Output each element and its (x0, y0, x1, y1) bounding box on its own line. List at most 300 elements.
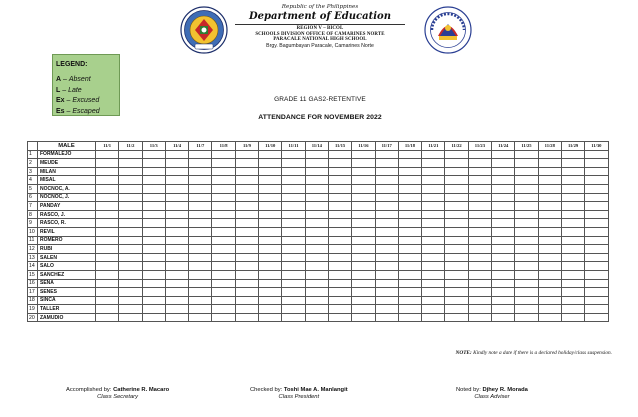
attendance-cell[interactable] (212, 305, 235, 314)
attendance-cell[interactable] (189, 227, 212, 236)
attendance-cell[interactable] (398, 288, 421, 297)
attendance-cell[interactable] (538, 150, 561, 159)
attendance-cell[interactable] (515, 236, 538, 245)
attendance-cell[interactable] (282, 305, 305, 314)
attendance-cell[interactable] (398, 279, 421, 288)
attendance-cell[interactable] (352, 184, 375, 193)
attendance-cell[interactable] (96, 253, 119, 262)
attendance-cell[interactable] (515, 184, 538, 193)
attendance-cell[interactable] (189, 159, 212, 168)
attendance-cell[interactable] (538, 262, 561, 271)
attendance-cell[interactable] (468, 288, 491, 297)
attendance-cell[interactable] (538, 296, 561, 305)
attendance-cell[interactable] (189, 296, 212, 305)
attendance-cell[interactable] (235, 184, 258, 193)
attendance-cell[interactable] (212, 159, 235, 168)
attendance-cell[interactable] (538, 176, 561, 185)
attendance-cell[interactable] (538, 279, 561, 288)
attendance-cell[interactable] (235, 210, 258, 219)
attendance-cell[interactable] (328, 219, 351, 228)
attendance-cell[interactable] (561, 253, 584, 262)
attendance-cell[interactable] (305, 279, 328, 288)
attendance-cell[interactable] (142, 227, 165, 236)
attendance-cell[interactable] (398, 253, 421, 262)
attendance-cell[interactable] (468, 245, 491, 254)
attendance-cell[interactable] (119, 253, 142, 262)
attendance-cell[interactable] (352, 150, 375, 159)
attendance-cell[interactable] (328, 167, 351, 176)
attendance-cell[interactable] (235, 253, 258, 262)
attendance-cell[interactable] (422, 262, 445, 271)
attendance-cell[interactable] (328, 270, 351, 279)
attendance-cell[interactable] (305, 296, 328, 305)
attendance-cell[interactable] (538, 227, 561, 236)
attendance-cell[interactable] (468, 219, 491, 228)
attendance-cell[interactable] (585, 262, 608, 271)
attendance-cell[interactable] (515, 202, 538, 211)
attendance-cell[interactable] (305, 288, 328, 297)
attendance-cell[interactable] (492, 219, 515, 228)
attendance-cell[interactable] (189, 305, 212, 314)
attendance-cell[interactable] (282, 159, 305, 168)
attendance-cell[interactable] (515, 176, 538, 185)
attendance-cell[interactable] (468, 193, 491, 202)
attendance-cell[interactable] (235, 288, 258, 297)
attendance-cell[interactable] (468, 236, 491, 245)
attendance-cell[interactable] (422, 210, 445, 219)
attendance-cell[interactable] (515, 245, 538, 254)
attendance-cell[interactable] (585, 159, 608, 168)
attendance-cell[interactable] (445, 227, 468, 236)
attendance-cell[interactable] (445, 167, 468, 176)
attendance-cell[interactable] (492, 313, 515, 322)
attendance-cell[interactable] (375, 270, 398, 279)
attendance-cell[interactable] (375, 245, 398, 254)
attendance-cell[interactable] (119, 270, 142, 279)
attendance-cell[interactable] (492, 159, 515, 168)
attendance-cell[interactable] (352, 236, 375, 245)
attendance-cell[interactable] (212, 202, 235, 211)
attendance-cell[interactable] (468, 167, 491, 176)
attendance-cell[interactable] (585, 279, 608, 288)
attendance-cell[interactable] (142, 296, 165, 305)
attendance-cell[interactable] (492, 236, 515, 245)
attendance-cell[interactable] (96, 193, 119, 202)
attendance-cell[interactable] (305, 210, 328, 219)
attendance-cell[interactable] (165, 167, 188, 176)
attendance-cell[interactable] (96, 219, 119, 228)
attendance-cell[interactable] (328, 288, 351, 297)
attendance-cell[interactable] (468, 202, 491, 211)
attendance-cell[interactable] (375, 193, 398, 202)
attendance-cell[interactable] (235, 296, 258, 305)
attendance-cell[interactable] (422, 176, 445, 185)
attendance-cell[interactable] (352, 176, 375, 185)
attendance-cell[interactable] (422, 202, 445, 211)
attendance-cell[interactable] (398, 305, 421, 314)
attendance-cell[interactable] (259, 176, 282, 185)
attendance-cell[interactable] (561, 227, 584, 236)
attendance-cell[interactable] (165, 288, 188, 297)
attendance-cell[interactable] (468, 313, 491, 322)
attendance-cell[interactable] (119, 305, 142, 314)
attendance-cell[interactable] (538, 159, 561, 168)
attendance-cell[interactable] (96, 236, 119, 245)
attendance-cell[interactable] (328, 202, 351, 211)
attendance-cell[interactable] (328, 176, 351, 185)
attendance-cell[interactable] (235, 305, 258, 314)
attendance-cell[interactable] (96, 184, 119, 193)
attendance-cell[interactable] (492, 288, 515, 297)
attendance-cell[interactable] (282, 227, 305, 236)
attendance-cell[interactable] (235, 227, 258, 236)
attendance-cell[interactable] (515, 167, 538, 176)
attendance-cell[interactable] (468, 210, 491, 219)
attendance-cell[interactable] (538, 270, 561, 279)
attendance-cell[interactable] (282, 270, 305, 279)
attendance-cell[interactable] (165, 253, 188, 262)
attendance-cell[interactable] (142, 253, 165, 262)
attendance-cell[interactable] (515, 150, 538, 159)
attendance-cell[interactable] (96, 313, 119, 322)
attendance-cell[interactable] (282, 262, 305, 271)
attendance-cell[interactable] (305, 159, 328, 168)
attendance-cell[interactable] (305, 176, 328, 185)
attendance-cell[interactable] (561, 270, 584, 279)
attendance-cell[interactable] (119, 236, 142, 245)
attendance-cell[interactable] (189, 288, 212, 297)
attendance-cell[interactable] (515, 193, 538, 202)
attendance-cell[interactable] (212, 176, 235, 185)
attendance-cell[interactable] (585, 202, 608, 211)
attendance-cell[interactable] (375, 296, 398, 305)
attendance-cell[interactable] (282, 253, 305, 262)
attendance-cell[interactable] (189, 253, 212, 262)
attendance-cell[interactable] (328, 296, 351, 305)
attendance-cell[interactable] (142, 245, 165, 254)
attendance-cell[interactable] (492, 150, 515, 159)
attendance-cell[interactable] (259, 270, 282, 279)
attendance-cell[interactable] (585, 167, 608, 176)
attendance-cell[interactable] (189, 202, 212, 211)
attendance-cell[interactable] (352, 193, 375, 202)
attendance-cell[interactable] (375, 210, 398, 219)
attendance-cell[interactable] (119, 167, 142, 176)
attendance-cell[interactable] (282, 288, 305, 297)
attendance-cell[interactable] (492, 296, 515, 305)
attendance-cell[interactable] (422, 159, 445, 168)
attendance-cell[interactable] (282, 279, 305, 288)
attendance-cell[interactable] (398, 296, 421, 305)
attendance-cell[interactable] (305, 270, 328, 279)
attendance-cell[interactable] (398, 150, 421, 159)
attendance-cell[interactable] (445, 210, 468, 219)
attendance-cell[interactable] (142, 193, 165, 202)
attendance-cell[interactable] (492, 202, 515, 211)
attendance-cell[interactable] (352, 167, 375, 176)
attendance-cell[interactable] (422, 193, 445, 202)
attendance-cell[interactable] (445, 159, 468, 168)
attendance-cell[interactable] (212, 227, 235, 236)
attendance-cell[interactable] (305, 227, 328, 236)
attendance-cell[interactable] (212, 184, 235, 193)
attendance-cell[interactable] (328, 210, 351, 219)
attendance-cell[interactable] (422, 167, 445, 176)
attendance-cell[interactable] (165, 245, 188, 254)
attendance-cell[interactable] (352, 305, 375, 314)
attendance-cell[interactable] (142, 159, 165, 168)
attendance-cell[interactable] (445, 305, 468, 314)
attendance-cell[interactable] (422, 313, 445, 322)
attendance-cell[interactable] (165, 210, 188, 219)
attendance-cell[interactable] (375, 150, 398, 159)
attendance-cell[interactable] (468, 262, 491, 271)
attendance-cell[interactable] (538, 245, 561, 254)
attendance-cell[interactable] (212, 219, 235, 228)
attendance-cell[interactable] (561, 313, 584, 322)
attendance-cell[interactable] (538, 313, 561, 322)
attendance-cell[interactable] (96, 202, 119, 211)
attendance-cell[interactable] (212, 236, 235, 245)
attendance-cell[interactable] (445, 296, 468, 305)
attendance-cell[interactable] (375, 159, 398, 168)
attendance-cell[interactable] (538, 167, 561, 176)
attendance-cell[interactable] (305, 193, 328, 202)
attendance-cell[interactable] (352, 313, 375, 322)
attendance-cell[interactable] (515, 210, 538, 219)
attendance-cell[interactable] (328, 262, 351, 271)
attendance-cell[interactable] (96, 210, 119, 219)
attendance-cell[interactable] (492, 270, 515, 279)
attendance-cell[interactable] (165, 313, 188, 322)
attendance-cell[interactable] (515, 313, 538, 322)
attendance-cell[interactable] (561, 219, 584, 228)
attendance-cell[interactable] (119, 296, 142, 305)
attendance-cell[interactable] (561, 150, 584, 159)
attendance-cell[interactable] (352, 219, 375, 228)
attendance-cell[interactable] (235, 313, 258, 322)
attendance-cell[interactable] (538, 253, 561, 262)
attendance-cell[interactable] (305, 167, 328, 176)
attendance-cell[interactable] (561, 159, 584, 168)
attendance-cell[interactable] (212, 296, 235, 305)
attendance-cell[interactable] (352, 270, 375, 279)
attendance-cell[interactable] (96, 159, 119, 168)
attendance-cell[interactable] (235, 279, 258, 288)
attendance-cell[interactable] (585, 313, 608, 322)
attendance-cell[interactable] (328, 253, 351, 262)
attendance-cell[interactable] (422, 305, 445, 314)
attendance-cell[interactable] (259, 305, 282, 314)
attendance-cell[interactable] (165, 202, 188, 211)
attendance-cell[interactable] (561, 305, 584, 314)
attendance-cell[interactable] (492, 210, 515, 219)
attendance-cell[interactable] (515, 219, 538, 228)
attendance-cell[interactable] (259, 288, 282, 297)
attendance-cell[interactable] (492, 253, 515, 262)
attendance-cell[interactable] (142, 167, 165, 176)
attendance-cell[interactable] (468, 305, 491, 314)
attendance-cell[interactable] (212, 270, 235, 279)
attendance-cell[interactable] (189, 262, 212, 271)
attendance-cell[interactable] (398, 236, 421, 245)
attendance-cell[interactable] (422, 184, 445, 193)
attendance-cell[interactable] (259, 245, 282, 254)
attendance-cell[interactable] (142, 313, 165, 322)
attendance-cell[interactable] (445, 313, 468, 322)
attendance-cell[interactable] (259, 219, 282, 228)
attendance-cell[interactable] (585, 288, 608, 297)
attendance-cell[interactable] (585, 193, 608, 202)
attendance-cell[interactable] (282, 210, 305, 219)
attendance-cell[interactable] (119, 288, 142, 297)
attendance-cell[interactable] (398, 193, 421, 202)
attendance-cell[interactable] (445, 245, 468, 254)
attendance-cell[interactable] (165, 296, 188, 305)
attendance-cell[interactable] (142, 288, 165, 297)
attendance-cell[interactable] (165, 150, 188, 159)
attendance-cell[interactable] (445, 253, 468, 262)
attendance-cell[interactable] (305, 245, 328, 254)
attendance-cell[interactable] (165, 193, 188, 202)
attendance-cell[interactable] (468, 296, 491, 305)
attendance-cell[interactable] (189, 245, 212, 254)
attendance-cell[interactable] (492, 176, 515, 185)
attendance-cell[interactable] (212, 279, 235, 288)
attendance-cell[interactable] (515, 159, 538, 168)
attendance-cell[interactable] (142, 176, 165, 185)
attendance-cell[interactable] (468, 176, 491, 185)
attendance-cell[interactable] (445, 270, 468, 279)
attendance-cell[interactable] (259, 262, 282, 271)
attendance-cell[interactable] (235, 270, 258, 279)
attendance-cell[interactable] (189, 313, 212, 322)
attendance-cell[interactable] (212, 245, 235, 254)
attendance-cell[interactable] (538, 184, 561, 193)
attendance-cell[interactable] (352, 253, 375, 262)
attendance-cell[interactable] (259, 227, 282, 236)
attendance-cell[interactable] (305, 313, 328, 322)
attendance-cell[interactable] (352, 202, 375, 211)
attendance-cell[interactable] (259, 193, 282, 202)
attendance-cell[interactable] (119, 150, 142, 159)
attendance-cell[interactable] (328, 236, 351, 245)
attendance-cell[interactable] (119, 176, 142, 185)
attendance-cell[interactable] (189, 184, 212, 193)
attendance-cell[interactable] (585, 219, 608, 228)
attendance-cell[interactable] (142, 219, 165, 228)
attendance-cell[interactable] (538, 288, 561, 297)
attendance-cell[interactable] (142, 279, 165, 288)
attendance-cell[interactable] (515, 288, 538, 297)
attendance-cell[interactable] (398, 159, 421, 168)
attendance-cell[interactable] (445, 202, 468, 211)
attendance-cell[interactable] (212, 253, 235, 262)
attendance-cell[interactable] (375, 227, 398, 236)
attendance-cell[interactable] (398, 219, 421, 228)
attendance-cell[interactable] (165, 176, 188, 185)
attendance-cell[interactable] (398, 202, 421, 211)
attendance-cell[interactable] (189, 219, 212, 228)
attendance-cell[interactable] (445, 219, 468, 228)
attendance-cell[interactable] (212, 262, 235, 271)
attendance-cell[interactable] (492, 305, 515, 314)
attendance-cell[interactable] (422, 219, 445, 228)
attendance-cell[interactable] (142, 184, 165, 193)
attendance-cell[interactable] (515, 296, 538, 305)
attendance-cell[interactable] (282, 296, 305, 305)
attendance-cell[interactable] (235, 219, 258, 228)
attendance-cell[interactable] (585, 245, 608, 254)
attendance-cell[interactable] (352, 159, 375, 168)
attendance-cell[interactable] (352, 288, 375, 297)
attendance-cell[interactable] (282, 202, 305, 211)
attendance-cell[interactable] (468, 150, 491, 159)
attendance-cell[interactable] (96, 296, 119, 305)
attendance-cell[interactable] (515, 305, 538, 314)
attendance-cell[interactable] (515, 262, 538, 271)
attendance-cell[interactable] (352, 210, 375, 219)
attendance-cell[interactable] (328, 245, 351, 254)
attendance-cell[interactable] (305, 262, 328, 271)
attendance-cell[interactable] (96, 270, 119, 279)
attendance-cell[interactable] (398, 210, 421, 219)
attendance-cell[interactable] (119, 184, 142, 193)
attendance-cell[interactable] (235, 262, 258, 271)
attendance-cell[interactable] (189, 279, 212, 288)
attendance-cell[interactable] (352, 279, 375, 288)
attendance-cell[interactable] (422, 150, 445, 159)
attendance-cell[interactable] (165, 227, 188, 236)
attendance-cell[interactable] (259, 236, 282, 245)
attendance-cell[interactable] (538, 219, 561, 228)
attendance-cell[interactable] (165, 219, 188, 228)
attendance-cell[interactable] (561, 262, 584, 271)
attendance-cell[interactable] (561, 236, 584, 245)
attendance-cell[interactable] (305, 202, 328, 211)
attendance-cell[interactable] (189, 236, 212, 245)
attendance-cell[interactable] (492, 227, 515, 236)
attendance-cell[interactable] (282, 245, 305, 254)
attendance-cell[interactable] (398, 270, 421, 279)
attendance-cell[interactable] (282, 313, 305, 322)
attendance-cell[interactable] (561, 279, 584, 288)
attendance-cell[interactable] (119, 193, 142, 202)
attendance-cell[interactable] (142, 150, 165, 159)
attendance-cell[interactable] (585, 236, 608, 245)
attendance-cell[interactable] (119, 227, 142, 236)
attendance-cell[interactable] (282, 176, 305, 185)
attendance-cell[interactable] (96, 305, 119, 314)
attendance-cell[interactable] (422, 245, 445, 254)
attendance-cell[interactable] (375, 279, 398, 288)
attendance-cell[interactable] (119, 262, 142, 271)
attendance-cell[interactable] (538, 236, 561, 245)
attendance-cell[interactable] (305, 184, 328, 193)
attendance-cell[interactable] (492, 193, 515, 202)
attendance-cell[interactable] (212, 313, 235, 322)
attendance-cell[interactable] (422, 253, 445, 262)
attendance-cell[interactable] (375, 262, 398, 271)
attendance-cell[interactable] (538, 202, 561, 211)
attendance-cell[interactable] (189, 167, 212, 176)
attendance-cell[interactable] (282, 184, 305, 193)
attendance-cell[interactable] (492, 262, 515, 271)
attendance-cell[interactable] (305, 305, 328, 314)
attendance-cell[interactable] (492, 184, 515, 193)
attendance-cell[interactable] (561, 245, 584, 254)
attendance-cell[interactable] (235, 150, 258, 159)
